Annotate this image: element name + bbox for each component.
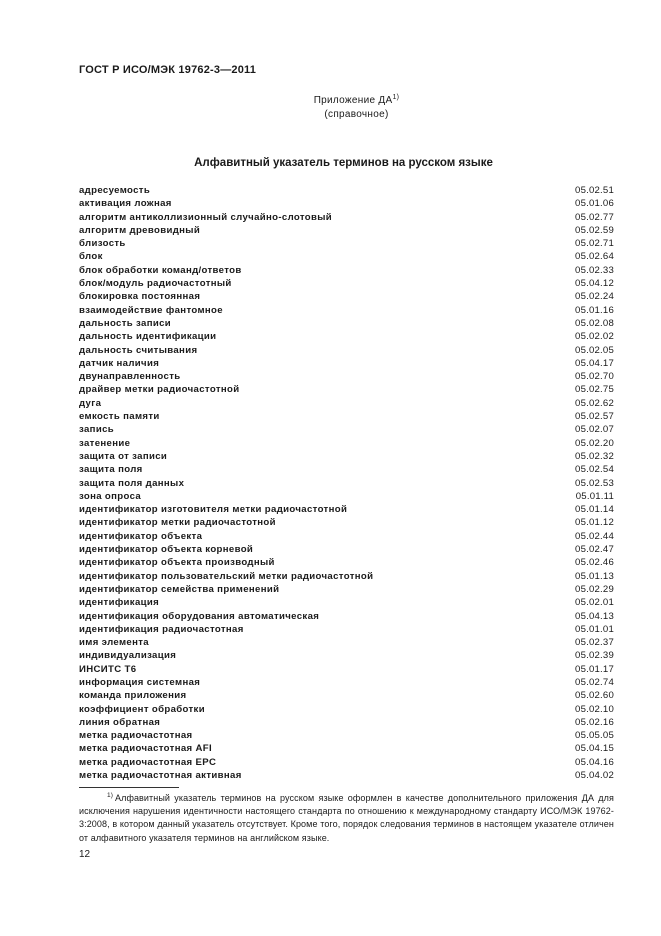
index-code: 05.02.46 [575, 557, 614, 569]
index-code: 05.02.44 [575, 530, 614, 542]
index-code: 05.04.17 [575, 357, 614, 369]
index-code: 05.02.07 [575, 424, 614, 436]
index-code: 05.02.60 [575, 690, 614, 702]
index-entry [79, 383, 614, 396]
index-code: 05.02.47 [575, 544, 614, 556]
index-entry [79, 596, 614, 609]
index-term: датчик наличия [79, 357, 160, 369]
index-term: метка радиочастотная AFI [79, 743, 212, 755]
index-entry [79, 490, 614, 503]
index-term: защита от записи [79, 450, 168, 462]
index-term: зона опроса [79, 490, 142, 502]
index-entry [79, 703, 614, 716]
index-code: 05.04.15 [575, 743, 614, 755]
index-code: 05.02.62 [575, 397, 614, 409]
footnote [79, 789, 614, 845]
index-code: 05.04.16 [575, 756, 614, 768]
index-term: блок [79, 251, 103, 263]
index-code: 05.02.64 [575, 251, 614, 263]
index-code: 05.02.29 [575, 583, 614, 595]
index-code: 05.02.01 [575, 597, 614, 609]
index-term: идентификатор метки радиочастотной [79, 517, 276, 529]
index-entry [79, 211, 614, 224]
index-entry [79, 184, 614, 197]
index-term: затенение [79, 437, 131, 449]
index-entry [79, 663, 614, 676]
index-entry [79, 397, 614, 410]
index-code: 05.02.59 [575, 224, 614, 236]
index-code: 05.01.06 [575, 198, 614, 210]
index-code: 05.02.70 [575, 371, 614, 383]
index-entry [79, 716, 614, 729]
index-entry [79, 742, 614, 755]
index-code: 05.02.39 [575, 650, 614, 662]
index-entry [79, 769, 614, 782]
index-code: 05.02.51 [575, 185, 614, 196]
index-term: идентификация оборудования автоматическая [79, 610, 320, 622]
index-entry [79, 636, 614, 649]
index-code: 05.04.12 [575, 278, 614, 290]
index-term: емкость памяти [79, 411, 160, 423]
index-entry [79, 450, 614, 463]
index-entry [79, 676, 614, 689]
index-term: близость [79, 238, 126, 250]
index-entry [79, 570, 614, 583]
index-code: 05.04.13 [575, 610, 614, 622]
index-entry [79, 729, 614, 742]
index-term: блок/модуль радиочастотный [79, 278, 232, 290]
index-code: 05.01.13 [575, 570, 614, 582]
index-term: защита поля данных [79, 477, 185, 489]
index-title: Алфавитный указатель терминов на русском языке [194, 157, 493, 169]
index-term: активация ложная [79, 198, 172, 210]
index-entry [79, 623, 614, 636]
index-code: 05.02.10 [575, 703, 614, 715]
index-term: метка радиочастотная [79, 730, 193, 742]
index-code: 05.02.37 [575, 637, 614, 649]
index-term: идентификатор объекта производный [79, 557, 275, 569]
index-term: ИНСИТС Т6 [79, 663, 137, 675]
index-term: идентификация [79, 597, 160, 609]
index-term: идентификация радиочастотная [79, 623, 244, 635]
index-term: идентификатор семейства применений [79, 583, 280, 595]
index-entry [79, 423, 614, 436]
appendix-footnote-mark: 1) [392, 94, 400, 101]
index-entry [79, 556, 614, 569]
index-code: 05.02.24 [575, 291, 614, 303]
index-code: 05.05.05 [575, 730, 614, 742]
appendix-title-text: Приложение ДА [313, 95, 393, 106]
index-entry [79, 583, 614, 596]
index-entry [79, 317, 614, 330]
index-term: команда приложения [79, 690, 187, 702]
index-entry [79, 437, 614, 450]
index-code: 05.02.32 [575, 450, 614, 462]
appendix-title [26, 94, 661, 106]
index-code: 05.02.57 [575, 411, 614, 423]
index-entry [79, 290, 614, 303]
index-code: 05.01.17 [575, 663, 614, 675]
index-code: 05.01.16 [575, 304, 614, 316]
index-entry [79, 689, 614, 702]
index-code: 05.02.75 [575, 384, 614, 396]
index-term: идентификатор изготовителя метки радиочастотной [79, 504, 348, 516]
index-term: дальность считывания [79, 344, 198, 356]
index-term: алгоритм древовидный [79, 224, 201, 236]
index-term: идентификатор пользовательский метки радиочастотной [79, 570, 374, 582]
page-number: 12 [79, 849, 91, 860]
index-term: запись [79, 424, 115, 436]
standard-header: ГОСТ Р ИСО/МЭК 19762-3—2011 [79, 64, 257, 76]
index-entry [79, 224, 614, 237]
index-code: 05.02.05 [575, 344, 614, 356]
footnote-text: Алфавитный указатель терминов на русском языке оформлен в качестве дополнительного приложения ДА для исключения нарушения идентичности настоящего стандарта по отношению к международному стандарту ИСО/МЭК 19762-3:2008, в котором данный указатель отсутствует. Кроме того, порядок следования терминов в настоящем указателе отличен от алфавитного указателя терминов на английском языке. [79, 793, 614, 843]
index-term: дуга [79, 397, 102, 409]
index-term: алгоритм антиколлизионный случайно-слотовый [79, 211, 333, 223]
footnote-divider [79, 787, 179, 788]
index-code: 05.01.14 [575, 504, 614, 516]
index-entry [79, 344, 614, 357]
index-code: 05.02.08 [575, 317, 614, 329]
index-code: 05.02.53 [575, 477, 614, 489]
index-entry [79, 477, 614, 490]
index-entry [79, 237, 614, 250]
index-term: коэффициент обработки [79, 703, 205, 715]
index-code: 05.02.20 [575, 437, 614, 449]
index-code: 05.02.16 [575, 716, 614, 728]
index-entry [79, 357, 614, 370]
index-entry [79, 197, 614, 210]
index-term: двунаправленность [79, 371, 181, 383]
index-entry [79, 530, 614, 543]
footnote-mark: 1) [107, 792, 113, 799]
index-term: взаимодействие фантомное [79, 304, 223, 316]
index-code: 05.02.74 [575, 676, 614, 688]
index-code: 05.02.33 [575, 264, 614, 276]
index-code: 05.04.02 [575, 770, 614, 782]
index-term: дальность идентификации [79, 331, 217, 343]
index-code: 05.02.02 [575, 331, 614, 343]
index-entry [79, 516, 614, 529]
index-term: драйвер метки радиочастотной [79, 384, 240, 396]
index-code: 05.01.12 [575, 517, 614, 529]
index-entry [79, 543, 614, 556]
index-entry [79, 463, 614, 476]
index-term: адресуемость [79, 185, 151, 196]
index-term: дальность записи [79, 317, 172, 329]
index-code: 05.01.01 [575, 623, 614, 635]
index-term: метка радиочастотная EPC [79, 756, 217, 768]
index-entry [79, 264, 614, 277]
index-term: метка радиочастотная активная [79, 770, 242, 782]
index-code: 05.02.71 [575, 238, 614, 250]
index-entry [79, 370, 614, 383]
index-term: защита поля [79, 464, 143, 476]
index-term: имя элемента [79, 637, 149, 649]
index-term: идентификатор объекта корневой [79, 544, 254, 556]
index-entry [79, 330, 614, 343]
index-code: 05.01.11 [575, 490, 614, 502]
appendix-subtitle: (справочное) [324, 109, 389, 120]
index-code: 05.02.54 [575, 464, 614, 476]
index-entry [79, 503, 614, 516]
index-entry [79, 756, 614, 769]
index-entry [79, 410, 614, 423]
index-code: 05.02.77 [575, 211, 614, 223]
index-entry [79, 649, 614, 662]
index-term: идентификатор объекта [79, 530, 203, 542]
index-term: индивидуализация [79, 650, 177, 662]
term-index [79, 184, 614, 782]
index-term: блок обработки команд/ответов [79, 264, 242, 276]
index-term: блокировка постоянная [79, 291, 201, 303]
index-entry [79, 277, 614, 290]
index-entry [79, 610, 614, 623]
index-entry [79, 304, 614, 317]
index-entry [79, 250, 614, 263]
index-term: информация системная [79, 676, 201, 688]
index-term: линия обратная [79, 716, 161, 728]
